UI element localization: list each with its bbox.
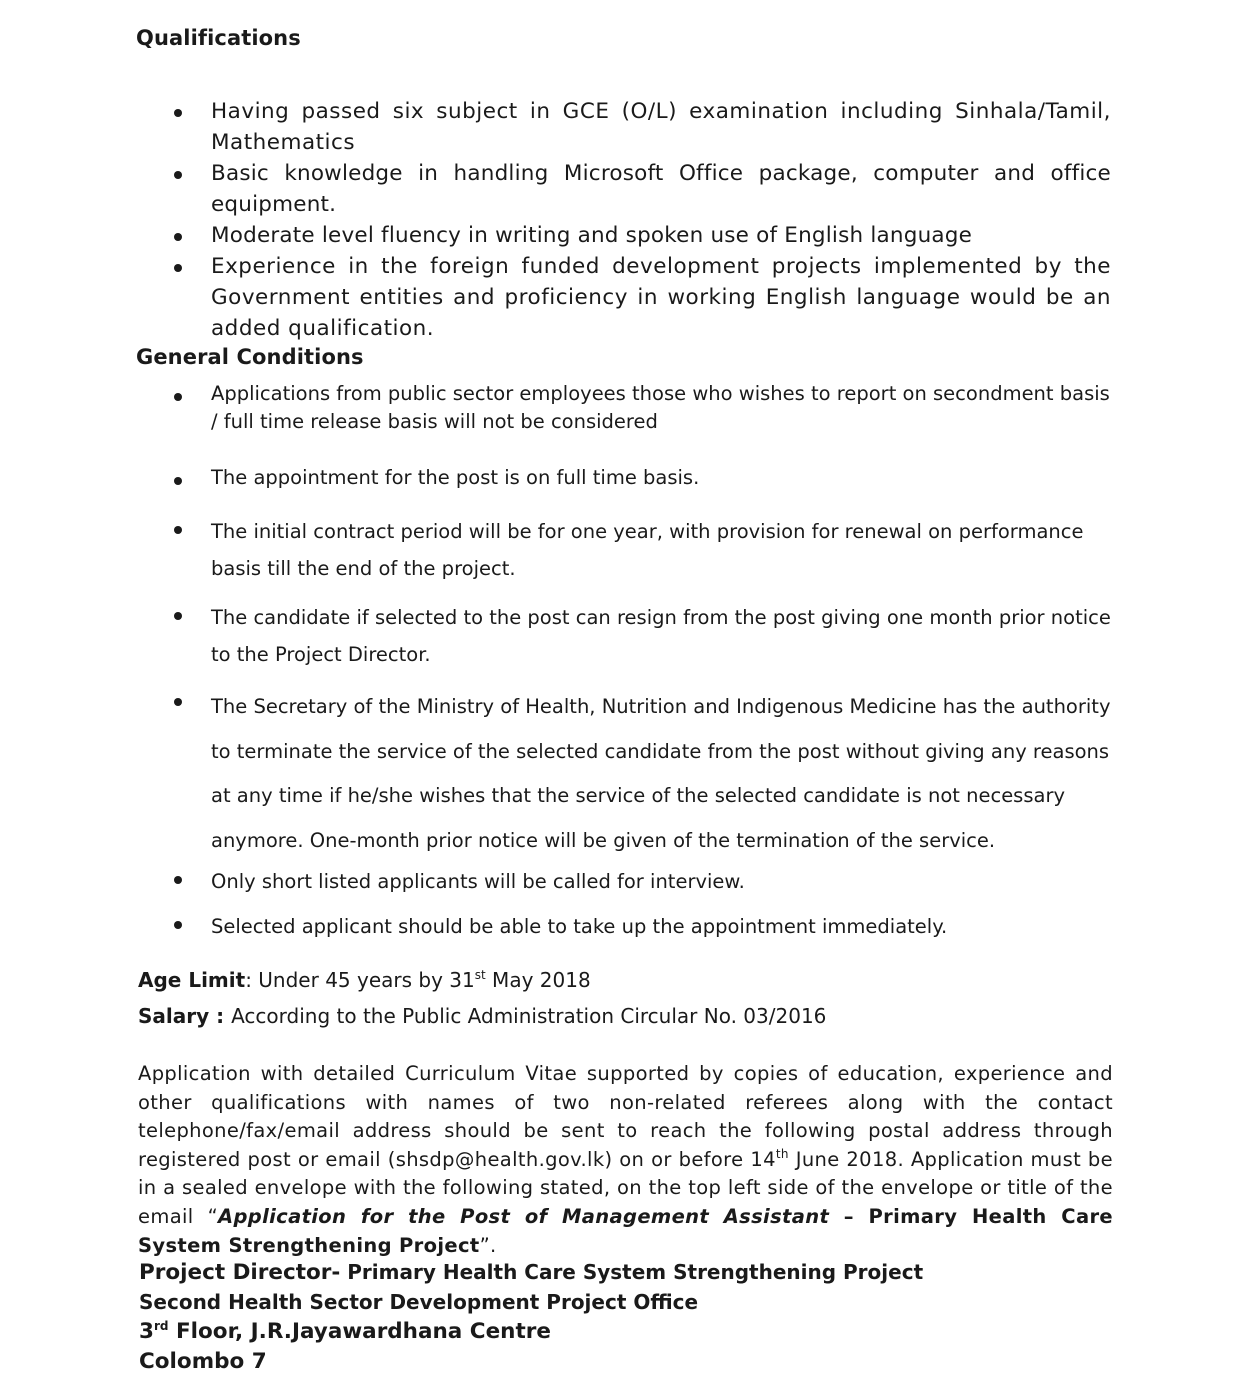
postal-address [139, 1258, 923, 1376]
general-conditions-heading: General Conditions [136, 345, 364, 369]
salary-value: According to the Public Administration Circular No. 03/2016 [231, 1004, 827, 1028]
condition-item: The appointment for the post is on full time basis. [136, 464, 1111, 492]
general-conditions-list [136, 380, 1111, 945]
address-line-4: Colombo 7 [139, 1348, 267, 1374]
address-line-3: 3rd Floor, J.R.Jayawardhana Centre [139, 1319, 551, 1344]
qualification-item: Moderate level fluency in writing and spoken use of English language [136, 220, 1111, 251]
condition-item: The Secretary of the Ministry of Health, Nutrition and Indigenous Medicine has the authority to terminate the service of the selected candidate from the post without giving any reasons at any time if he/she wishes that the service of the selected candidate is not necessary anymore. One-month prior notice will be given of the termination of the service. [136, 685, 1111, 863]
age-limit-label: Age Limit [138, 968, 246, 992]
application-instructions: Application with detailed Curriculum Vitae supported by copies of education, experience and other qualifications with names of two non-related referees along with the contact telephone/fax/email address should be sent to reach the following postal address through registered post or email (shsdp@health.gov.lk) on or before 14th June 2018. Application must be in a sealed envelope with the following stated, on the top left side of the envelope or title of the email “Application for the Post of Management Assistant – Primary Health Care System Strengthening Project”. [138, 1062, 1114, 1257]
condition-item: The candidate if selected to the post can resign from the post giving one month prior notice to the Project Director. [136, 599, 1111, 673]
age-limit-line: Age Limit: Under 45 years by 31st May 2018 [138, 968, 591, 992]
qualification-item: Having passed six subject in GCE (O/L) examination including Sinhala/Tamil, Mathematics [136, 96, 1111, 158]
age-limit-ordinal: st [474, 968, 486, 982]
age-limit-value: Under 45 years by 31 [258, 968, 475, 992]
condition-item: Applications from public sector employees those who wishes to report on secondment basis / full time release basis will not be considered [136, 380, 1111, 436]
salary-label: Salary [138, 1004, 210, 1028]
age-limit-value-end: May 2018 [485, 968, 591, 992]
condition-item: Only short listed applicants will be called for interview. [136, 863, 1111, 900]
qualifications-heading: Qualifications [136, 26, 301, 50]
qualifications-list [136, 96, 1111, 344]
address-line-2: Second Health Sector Development Project Office [139, 1289, 699, 1314]
address-line-1: Project Director- Primary Health Care System Strengthening Project [139, 1260, 924, 1285]
salary-line: Salary : According to the Public Administration Circular No. 03/2016 [138, 1004, 827, 1028]
condition-item: The initial contract period will be for one year, with provision for renewal on performance basis till the end of the project. [136, 513, 1111, 587]
qualification-item: Experience in the foreign funded development projects implemented by the Government entities and proficiency in working English language would be an added qualification. [136, 251, 1111, 344]
qualification-item: Basic knowledge in handling Microsoft Office package, computer and office equipment. [136, 158, 1111, 220]
project-name-emphasis: – Primary Health Care System Strengthening Project [138, 1204, 1113, 1257]
application-title-emphasis: Application for the Post of Management Assistant [218, 1204, 830, 1228]
condition-item: Selected applicant should be able to take up the appointment immediately. [136, 908, 1111, 945]
